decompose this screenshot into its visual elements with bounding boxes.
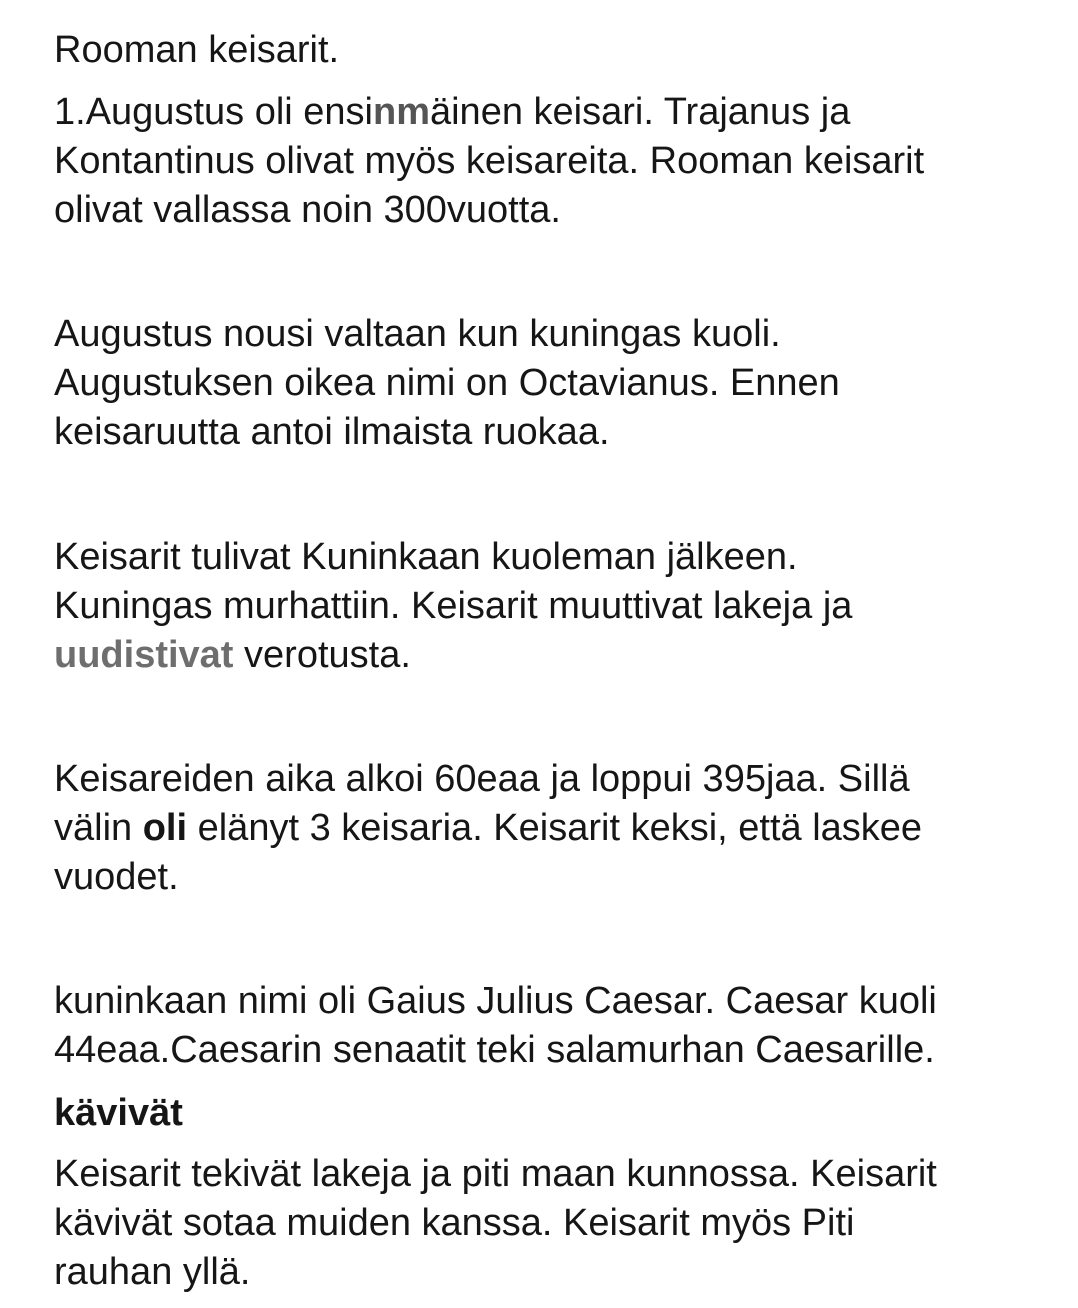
paragraph-2-line-2: Augustuksen oikea nimi on Octavianus. Ennen <box>54 362 840 404</box>
text-segment: välin <box>54 807 143 849</box>
paragraph-3-line-3 <box>54 631 852 680</box>
paragraph-2-line-3: keisaruutta antoi ilmaista ruokaa. <box>54 411 610 453</box>
paragraph-7-line-2: kävivät sotaa muiden kanssa. Keisarit myös Piti <box>54 1202 855 1244</box>
paragraph-3-line-1: Keisarit tulivat Kuninkaan kuoleman jälkeen. <box>54 536 798 578</box>
highlighted-text: nm <box>372 91 430 133</box>
paragraph-4-line-1: Keisareiden aika alkoi 60eaa ja loppui 395jaa. Sillä <box>54 758 910 800</box>
document-title: Rooman keisarit. <box>54 29 340 71</box>
bold-word: oli <box>142 807 188 849</box>
paragraph-2-line-1: Augustus nousi valtaan kun kuningas kuoli. <box>54 313 781 355</box>
text-segment: äinen keisari. Trajanus ja <box>429 91 851 133</box>
paragraph-5-line-1: kuninkaan nimi oli Gaius Julius Caesar. Caesar kuoli <box>54 980 937 1022</box>
paragraph-3-line-2: Kuningas murhattiin. Keisarit muuttivat lakeja ja <box>54 585 853 627</box>
paragraph-5 <box>54 977 937 1075</box>
paragraph-7-line-3: rauhan yllä. <box>54 1251 251 1293</box>
bold-heading-word: kävivät <box>54 1092 183 1134</box>
paragraph-2 <box>54 310 840 457</box>
paragraph-1-line-2: Kontantinus olivat myös keisareita. Rooman keisarit <box>54 140 925 182</box>
paragraph-1-line-3: olivat vallassa noin 300vuotta. <box>54 189 561 231</box>
paragraph-4-line-3: vuodet. <box>54 856 179 898</box>
paragraph-7 <box>54 1150 937 1297</box>
paragraph-4-line-2 <box>54 804 922 853</box>
text-segment: 1.Augustus oli ensi <box>54 91 373 133</box>
highlighted-word: uudistivat <box>54 634 234 676</box>
text-segment: verotusta. <box>233 634 411 676</box>
paragraph-7-line-1: Keisarit tekivät lakeja ja piti maan kunnossa. Keisarit <box>54 1153 937 1195</box>
paragraph-1 <box>54 88 924 235</box>
paragraph-1-line-1 <box>54 88 924 137</box>
paragraph-3 <box>54 533 852 680</box>
paragraph-4 <box>54 755 922 902</box>
text-segment: elänyt 3 keisaria. Keisarit keksi, että laskee <box>187 807 923 849</box>
paragraph-5-line-2: 44eaa.Caesarin senaatit teki salamurhan Caesarille. <box>54 1029 935 1071</box>
